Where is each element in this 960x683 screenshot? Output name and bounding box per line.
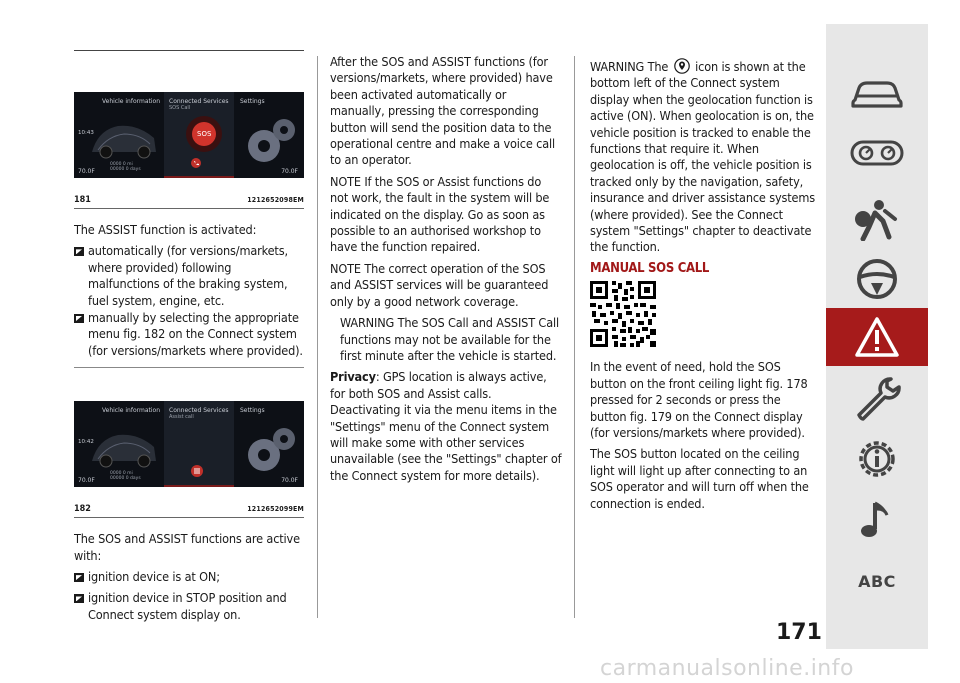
airbag-icon [849,197,905,241]
figure-182-screen [74,401,304,487]
settings-gears-icon [242,114,300,168]
chapter-tab-driving[interactable] [826,250,928,308]
index-label: ABC [858,571,896,591]
chapter-tab-technical-data[interactable] [826,430,928,488]
chapter-tab-maintenance[interactable] [826,370,928,428]
figure-code: 1212652099EM [247,505,304,514]
vehicle-info-label: Vehicle information [102,407,160,415]
assist-call-label: Assist call [169,414,194,421]
phone-icon [191,158,201,168]
page-number: 171 [776,620,822,645]
car-image [88,421,160,469]
manual-sos-paragraph: In the event of need, hold the SOS button on the front ceiling light fig. 178 pressed for 2 seconds or press the button fig. 179 on the Connect display (for versions/markets where provided). [590,359,808,440]
music-note-icon [857,497,897,541]
figure-code: 1212652098EM [247,196,304,204]
column-1 [74,50,304,628]
connected-services-label: Connected Services [169,98,229,105]
gear-info-icon [853,435,901,483]
chapter-tab-multimedia[interactable] [826,490,928,548]
sos-button[interactable]: SOS [197,130,212,138]
manual-sos-call-heading: MANUAL SOS CALL [590,260,710,276]
checkbox-icon [74,594,84,603]
steering-wheel-icon [855,257,899,301]
instrument-cluster-icon [849,136,905,170]
column-2 [330,54,562,489]
checkbox-icon [74,314,84,323]
ceiling-light-paragraph: The SOS button located on the ceiling light will light up after connecting to an SOS operator and will turn off when the connection is ended. [590,446,809,511]
odometer: 0000 0 mi 00000 0 days [110,471,141,482]
list-item: manually by selecting the appropriate menu fig. 182 on the Connect system (for versions/markets where provided). [74,310,304,359]
geolocation-icon [674,58,690,74]
checkbox-icon [74,573,84,582]
wrench-icon [853,375,901,423]
chapter-tab-safety[interactable] [826,190,928,248]
list-item: ignition device in STOP position and Connect system display on. [74,590,304,623]
car-image [88,112,160,160]
active-indicator [164,176,234,178]
figure-181-caption [74,195,304,206]
car-icon [849,76,905,110]
settings-gears-icon [242,423,300,477]
privacy-paragraph: Privacy: GPS location is always active, for both SOS and Assist calls. Deactivating it via the menu items in the "Settings" menu of the Connect system will make some with other services unavailable (see the "Settings" chapter of the Connect system for more details). [330,369,562,483]
list-item: automatically (for versions/markets, where provided) following malfunctions of the braking system, fuel system, engine, etc. [74,243,304,309]
temp-right: 70.0F [281,168,298,175]
figure-181-screen [74,92,304,178]
vehicle-info-label: Vehicle information [102,98,160,105]
temp-left: 70.0F [78,168,95,175]
figure-182-caption [74,504,304,515]
warning-triangle-icon [853,315,901,359]
clock: 10:43 [78,130,94,136]
chapter-tab-index[interactable] [826,552,928,610]
list-item: ignition device is at ON; [74,569,304,585]
qr-code-icon [590,281,656,347]
chapter-tab-emergency[interactable] [826,308,928,366]
top-rule [74,50,304,51]
column-divider [317,56,318,618]
warning-first-minute: WARNING The SOS Call and ASSIST Call functions may not be available for the first minute after the vehicle is started. [340,315,559,363]
caption-rule [74,208,304,209]
figure-number: 182 [74,504,91,515]
sos-call-label: SOS Call [169,105,191,111]
column-divider [574,56,575,618]
column-3 [590,58,818,517]
connected-services-label: Connected Services [169,407,229,415]
note-fault: NOTE If the SOS or Assist functions do not work, the fault in the system will be indicated on the display. Go as soon as possible to an authorised workshop to have the function repaired. [330,173,550,255]
chapter-tab-dashboard[interactable] [826,124,928,182]
chapter-sidebar [826,24,928,649]
settings-label: Settings [240,407,265,415]
assist-intro: The ASSIST function is activated: [74,222,257,237]
active-with-intro: The SOS and ASSIST functions are active with: [74,531,300,563]
temp-right: 70.0F [281,477,298,485]
odometer: 0000 0 mi 00000 0 days [110,162,141,172]
geolocation-warning: WARNING The icon is shown at the bottom left of the Connect system display when the geolocation function is active (ON). When geolocation is on, the vehicle position is tracked to enable the functions that require it. When geolocation is off, the vehicle position is tracked only by the navigation, safety, insurance and driver assistance systems (where provided). See the Connect system "Settings" chapter to deactivate the function. [590,59,816,255]
active-indicator [164,485,234,487]
figure-number: 181 [74,195,91,205]
assist-button-icon[interactable] [191,465,203,477]
temp-left: 70.0F [78,477,95,485]
section-rule [74,367,304,368]
settings-label: Settings [240,98,265,105]
watermark: carmanualsonline.info [600,656,854,681]
activation-paragraph: After the SOS and ASSIST functions (for versions/markets, where provided) have been activated automatically or manually, pressing the corresponding button will send the position data to the operational centre and make a voice call to an operator. [330,54,556,168]
note-network: NOTE The correct operation of the SOS and ASSIST services will be guaranteed only by a good network coverage. [330,260,549,309]
clock: 10:42 [78,439,94,446]
chapter-tab-vehicle[interactable] [826,64,928,122]
caption-rule [74,517,304,518]
checkbox-icon [74,247,84,256]
